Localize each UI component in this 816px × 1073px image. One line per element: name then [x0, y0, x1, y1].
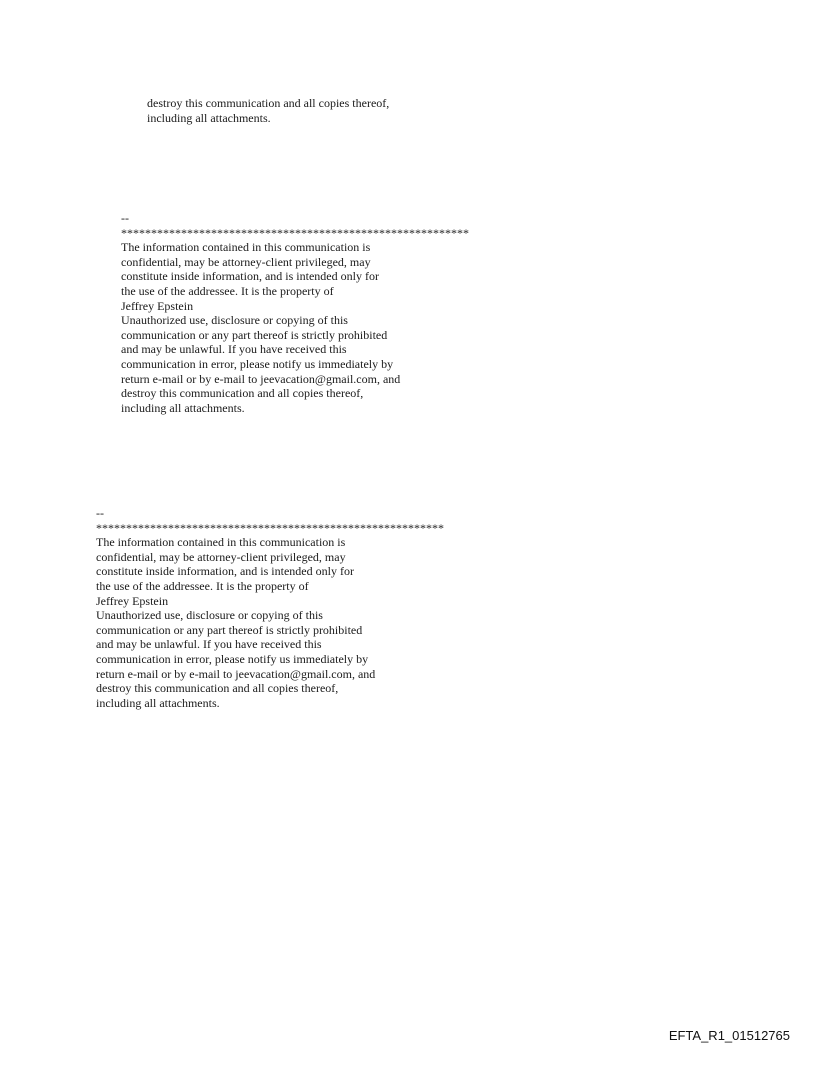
- text-line: communication in error, please notify us immediately by: [96, 651, 369, 666]
- text-line: The information contained in this communication is: [121, 240, 371, 255]
- quoted-disclaimer-fragment: [147, 96, 389, 125]
- text-line: the use of the addressee. It is the property of: [96, 578, 309, 593]
- asterisk-rule: **********************************************************: [121, 225, 469, 240]
- text-line: constitute inside information, and is intended only for: [96, 564, 354, 579]
- text-line: including all attachments.: [147, 110, 271, 125]
- text-line: confidential, may be attorney-client privileged, may: [96, 549, 346, 564]
- text-line: Jeffrey Epstein: [96, 593, 169, 608]
- text-line: and may be unlawful. If you have received this: [96, 637, 322, 652]
- text-line: constitute inside information, and is intended only for: [121, 269, 379, 284]
- text-line: Jeffrey Epstein: [121, 298, 194, 313]
- text-line: communication in error, please notify us immediately by: [121, 356, 394, 371]
- quoted-disclaimer: [121, 211, 469, 415]
- text-line: Unauthorized use, disclosure or copying of this: [96, 608, 323, 623]
- text-line: destroy this communication and all copies thereof,: [147, 96, 390, 110]
- text-line: Unauthorized use, disclosure or copying of this: [121, 313, 348, 328]
- text-line: including all attachments.: [96, 695, 220, 710]
- text-line: confidential, may be attorney-client privileged, may: [121, 254, 371, 269]
- text-line: communication or any part thereof is strictly prohibited: [121, 327, 388, 342]
- document-id: EFTA_R1_01512765: [668, 1028, 790, 1043]
- text-line: destroy this communication and all copies thereof,: [121, 386, 364, 401]
- text-line: return e-mail or by e-mail to jeevacation@gmail.com, and: [121, 371, 401, 386]
- text-line: destroy this communication and all copies thereof,: [96, 681, 339, 696]
- disclaimer: [96, 506, 444, 710]
- text-line: communication or any part thereof is strictly prohibited: [96, 622, 363, 637]
- text-line: including all attachments.: [121, 400, 245, 415]
- asterisk-rule: **********************************************************: [96, 520, 444, 535]
- text-line: return e-mail or by e-mail to jeevacation@gmail.com, and: [96, 666, 376, 681]
- text-line: The information contained in this communication is: [96, 535, 346, 550]
- text-line: the use of the addressee. It is the property of: [121, 283, 334, 298]
- signature-separator: --: [96, 506, 104, 520]
- signature-separator: --: [121, 211, 129, 225]
- text-line: and may be unlawful. If you have received this: [121, 342, 347, 357]
